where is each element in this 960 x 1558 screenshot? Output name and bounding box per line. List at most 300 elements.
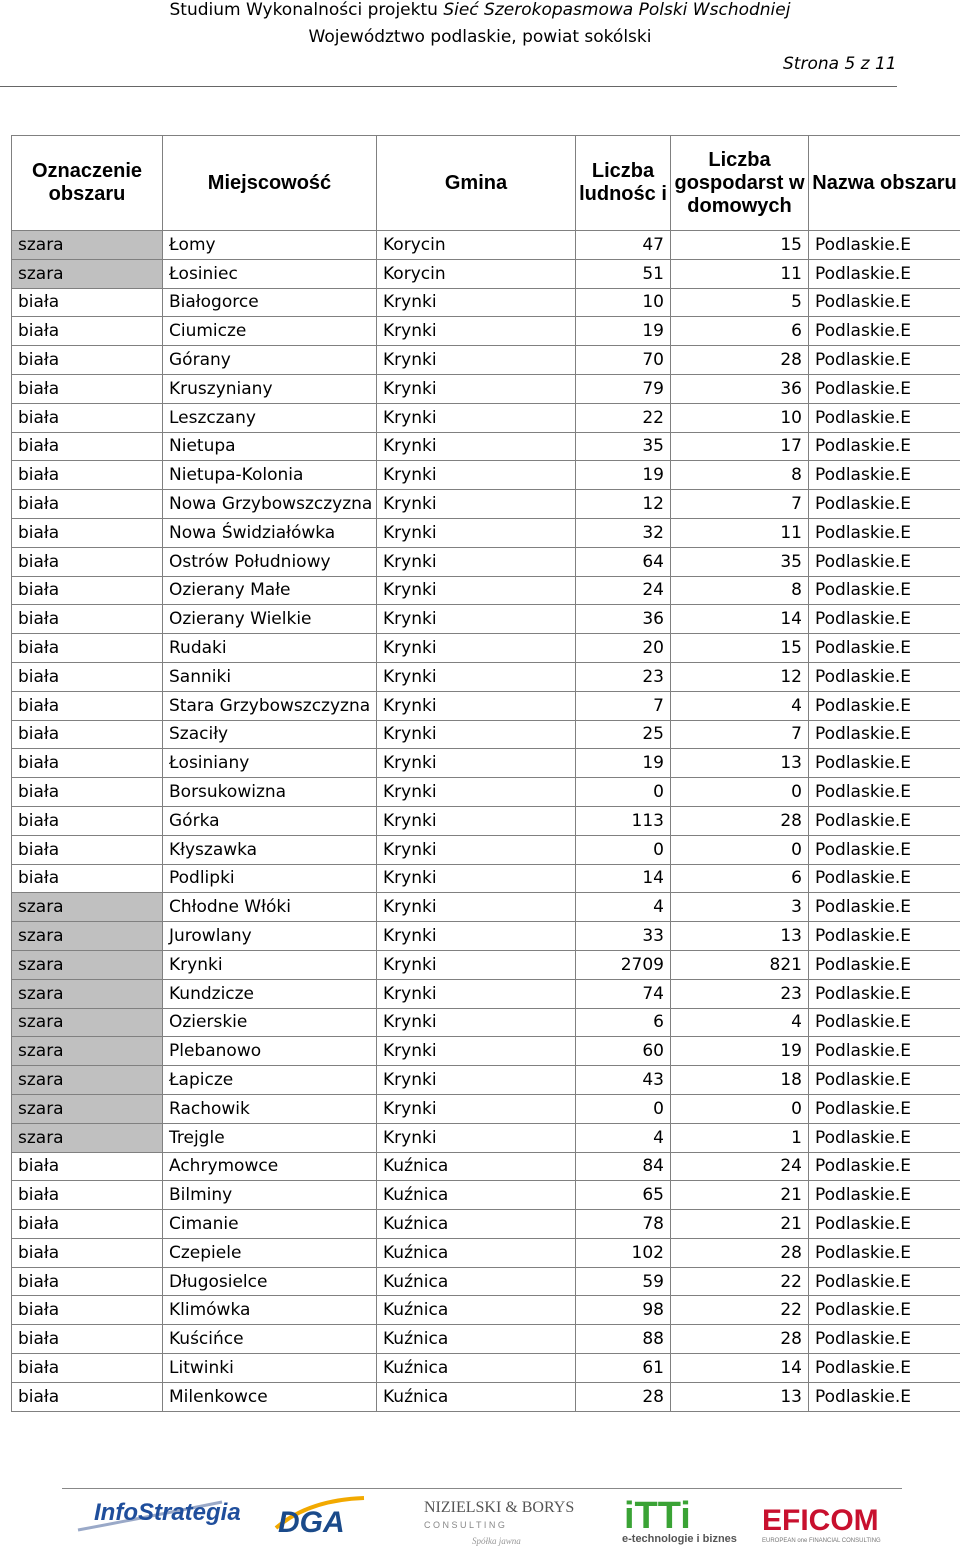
column-header: Miejscowość xyxy=(163,136,377,231)
population-cell: 61 xyxy=(576,1354,671,1383)
population-cell: 0 xyxy=(576,778,671,807)
commune-cell: Krynki xyxy=(377,893,576,922)
population-cell: 33 xyxy=(576,922,671,951)
locality-cell: Ozierany Małe xyxy=(163,576,377,605)
commune-cell: Krynki xyxy=(377,403,576,432)
table-row xyxy=(12,893,960,922)
area-name-cell: Podlaskie.E xyxy=(809,1066,960,1095)
area-type-cell: szara xyxy=(12,950,163,979)
table-row xyxy=(12,1181,960,1210)
table-row xyxy=(12,432,960,461)
commune-cell: Krynki xyxy=(377,634,576,663)
commune-cell: Krynki xyxy=(377,288,576,317)
table-row xyxy=(12,317,960,346)
area-name-cell: Podlaskie.E xyxy=(809,749,960,778)
area-type-cell: biała xyxy=(12,749,163,778)
consulting-text: C O N S U L T I N G xyxy=(424,1520,505,1530)
area-type-cell: biała xyxy=(12,1267,163,1296)
area-type-cell: szara xyxy=(12,1123,163,1152)
area-name-cell: Podlaskie.E xyxy=(809,317,960,346)
area-type-cell: biała xyxy=(12,461,163,490)
commune-cell: Krynki xyxy=(377,461,576,490)
eficom-subtitle: EUROPEAN one FINANCIAL CONSULTING xyxy=(762,1538,881,1544)
households-cell: 28 xyxy=(671,806,809,835)
households-cell: 4 xyxy=(671,1008,809,1037)
area-type-cell: biała xyxy=(12,1382,163,1411)
header-prefix: Studium Wykonalności projektu xyxy=(169,0,444,20)
locality-cell: Litwinki xyxy=(163,1354,377,1383)
commune-cell: Krynki xyxy=(377,374,576,403)
column-header: Gmina xyxy=(377,136,576,231)
nizielski-borys-logo xyxy=(418,1494,578,1549)
locality-cell: Leszczany xyxy=(163,403,377,432)
locality-cell: Podlipki xyxy=(163,864,377,893)
locality-cell: Łosiniany xyxy=(163,749,377,778)
area-name-cell: Podlaskie.E xyxy=(809,1354,960,1383)
population-cell: 22 xyxy=(576,403,671,432)
households-cell: 13 xyxy=(671,1382,809,1411)
table-row xyxy=(12,720,960,749)
area-type-cell: biała xyxy=(12,518,163,547)
commune-cell: Korycin xyxy=(377,231,576,260)
area-type-cell: szara xyxy=(12,1066,163,1095)
commune-cell: Krynki xyxy=(377,749,576,778)
area-type-cell: szara xyxy=(12,1094,163,1123)
commune-cell: Kuźnica xyxy=(377,1210,576,1239)
table-row xyxy=(12,749,960,778)
table-row xyxy=(12,605,960,634)
population-cell: 59 xyxy=(576,1267,671,1296)
population-cell: 64 xyxy=(576,547,671,576)
area-name-cell: Podlaskie.E xyxy=(809,259,960,288)
households-cell: 28 xyxy=(671,346,809,375)
population-cell: 6 xyxy=(576,1008,671,1037)
area-name-cell: Podlaskie.E xyxy=(809,231,960,260)
population-cell: 60 xyxy=(576,1037,671,1066)
area-name-cell: Podlaskie.E xyxy=(809,864,960,893)
households-cell: 28 xyxy=(671,1238,809,1267)
table-row xyxy=(12,979,960,1008)
population-cell: 0 xyxy=(576,835,671,864)
population-cell: 65 xyxy=(576,1181,671,1210)
commune-cell: Kuźnica xyxy=(377,1296,576,1325)
commune-cell: Krynki xyxy=(377,691,576,720)
area-name-cell: Podlaskie.E xyxy=(809,288,960,317)
households-cell: 4 xyxy=(671,691,809,720)
locality-cell: Szaciły xyxy=(163,720,377,749)
table-header-row xyxy=(12,136,960,231)
commune-cell: Krynki xyxy=(377,1094,576,1123)
table-row xyxy=(12,490,960,519)
commune-cell: Krynki xyxy=(377,1008,576,1037)
dga-logo xyxy=(268,1488,368,1543)
population-cell: 4 xyxy=(576,893,671,922)
area-type-cell: biała xyxy=(12,605,163,634)
localities-table xyxy=(11,135,960,1412)
area-type-cell: biała xyxy=(12,662,163,691)
commune-cell: Krynki xyxy=(377,1037,576,1066)
area-name-cell: Podlaskie.E xyxy=(809,346,960,375)
households-cell: 12 xyxy=(671,662,809,691)
population-cell: 24 xyxy=(576,576,671,605)
area-name-cell: Podlaskie.E xyxy=(809,1094,960,1123)
table-row xyxy=(12,1094,960,1123)
area-type-cell: szara xyxy=(12,1037,163,1066)
area-name-cell: Podlaskie.E xyxy=(809,605,960,634)
commune-cell: Kuźnica xyxy=(377,1152,576,1181)
commune-cell: Kuźnica xyxy=(377,1181,576,1210)
locality-cell: Plebanowo xyxy=(163,1037,377,1066)
locality-cell: Chłodne Włóki xyxy=(163,893,377,922)
commune-cell: Krynki xyxy=(377,547,576,576)
area-type-cell: biała xyxy=(12,346,163,375)
households-cell: 7 xyxy=(671,490,809,519)
area-name-cell: Podlaskie.E xyxy=(809,806,960,835)
households-cell: 11 xyxy=(671,518,809,547)
population-cell: 4 xyxy=(576,1123,671,1152)
area-name-cell: Podlaskie.E xyxy=(809,518,960,547)
households-cell: 28 xyxy=(671,1325,809,1354)
households-cell: 6 xyxy=(671,317,809,346)
area-name-cell: Podlaskie.E xyxy=(809,1152,960,1181)
itti-subtitle: e-technologie i biznes xyxy=(622,1533,737,1545)
population-cell: 10 xyxy=(576,288,671,317)
commune-cell: Krynki xyxy=(377,835,576,864)
area-type-cell: biała xyxy=(12,1152,163,1181)
population-cell: 79 xyxy=(576,374,671,403)
nizielski-text: NIZIELSKI & BORYS xyxy=(424,1499,575,1516)
commune-cell: Kuźnica xyxy=(377,1267,576,1296)
households-cell: 21 xyxy=(671,1181,809,1210)
households-cell: 15 xyxy=(671,634,809,663)
locality-cell: Bilminy xyxy=(163,1181,377,1210)
area-type-cell: biała xyxy=(12,374,163,403)
population-cell: 35 xyxy=(576,432,671,461)
commune-cell: Krynki xyxy=(377,922,576,951)
area-type-cell: biała xyxy=(12,806,163,835)
locality-cell: Jurowlany xyxy=(163,922,377,951)
area-name-cell: Podlaskie.E xyxy=(809,778,960,807)
households-cell: 13 xyxy=(671,922,809,951)
commune-cell: Kuźnica xyxy=(377,1238,576,1267)
households-cell: 14 xyxy=(671,1354,809,1383)
commune-cell: Krynki xyxy=(377,490,576,519)
eficom-text: EFICOM xyxy=(762,1504,879,1537)
commune-cell: Korycin xyxy=(377,259,576,288)
area-type-cell: biała xyxy=(12,432,163,461)
area-name-cell: Podlaskie.E xyxy=(809,1008,960,1037)
eficom-logo xyxy=(758,1496,898,1548)
table-row xyxy=(12,1066,960,1095)
table-row xyxy=(12,1008,960,1037)
population-cell: 25 xyxy=(576,720,671,749)
commune-cell: Krynki xyxy=(377,518,576,547)
population-cell: 36 xyxy=(576,605,671,634)
households-cell: 7 xyxy=(671,720,809,749)
area-name-cell: Podlaskie.E xyxy=(809,691,960,720)
households-cell: 11 xyxy=(671,259,809,288)
households-cell: 17 xyxy=(671,432,809,461)
area-name-cell: Podlaskie.E xyxy=(809,720,960,749)
households-cell: 8 xyxy=(671,576,809,605)
households-cell: 18 xyxy=(671,1066,809,1095)
locality-cell: Białogorce xyxy=(163,288,377,317)
table-row xyxy=(12,1325,960,1354)
commune-cell: Krynki xyxy=(377,605,576,634)
area-name-cell: Podlaskie.E xyxy=(809,835,960,864)
dga-text: DGA xyxy=(278,1506,345,1539)
households-cell: 1 xyxy=(671,1123,809,1152)
table-row xyxy=(12,518,960,547)
commune-cell: Krynki xyxy=(377,778,576,807)
locality-cell: Sanniki xyxy=(163,662,377,691)
locality-cell: Ciumicze xyxy=(163,317,377,346)
area-name-cell: Podlaskie.E xyxy=(809,576,960,605)
locality-cell: Ostrów Południowy xyxy=(163,547,377,576)
population-cell: 12 xyxy=(576,490,671,519)
area-name-cell: Podlaskie.E xyxy=(809,634,960,663)
population-cell: 51 xyxy=(576,259,671,288)
commune-cell: Kuźnica xyxy=(377,1382,576,1411)
locality-cell: Rudaki xyxy=(163,634,377,663)
households-cell: 0 xyxy=(671,778,809,807)
locality-cell: Stara Grzybowszczyzna xyxy=(163,691,377,720)
header-divider xyxy=(0,86,897,87)
area-name-cell: Podlaskie.E xyxy=(809,490,960,519)
population-cell: 28 xyxy=(576,1382,671,1411)
households-cell: 22 xyxy=(671,1296,809,1325)
table-row xyxy=(12,403,960,432)
table-row xyxy=(12,1123,960,1152)
locality-cell: Łosiniec xyxy=(163,259,377,288)
area-type-cell: biała xyxy=(12,576,163,605)
locality-cell: Trejgle xyxy=(163,1123,377,1152)
table-row xyxy=(12,1238,960,1267)
table-row xyxy=(12,864,960,893)
population-cell: 19 xyxy=(576,317,671,346)
locality-cell: Kuścińce xyxy=(163,1325,377,1354)
households-cell: 23 xyxy=(671,979,809,1008)
households-cell: 15 xyxy=(671,231,809,260)
locality-cell: Klimówka xyxy=(163,1296,377,1325)
households-cell: 10 xyxy=(671,403,809,432)
area-name-cell: Podlaskie.E xyxy=(809,547,960,576)
area-type-cell: biała xyxy=(12,1210,163,1239)
area-type-cell: biała xyxy=(12,634,163,663)
spolka-text: Spółka jawna xyxy=(472,1536,521,1546)
table-row xyxy=(12,346,960,375)
households-cell: 36 xyxy=(671,374,809,403)
households-cell: 0 xyxy=(671,835,809,864)
itti-text: iTTi xyxy=(624,1495,691,1537)
locality-cell: Nietupa xyxy=(163,432,377,461)
locality-cell: Kłyszawka xyxy=(163,835,377,864)
households-cell: 8 xyxy=(671,461,809,490)
commune-cell: Krynki xyxy=(377,432,576,461)
locality-cell: Krynki xyxy=(163,950,377,979)
area-type-cell: szara xyxy=(12,231,163,260)
table-row xyxy=(12,1152,960,1181)
column-header: Nazwa obszaru xyxy=(809,136,960,231)
commune-cell: Krynki xyxy=(377,1123,576,1152)
area-type-cell: szara xyxy=(12,979,163,1008)
area-type-cell: biała xyxy=(12,691,163,720)
area-type-cell: szara xyxy=(12,259,163,288)
population-cell: 23 xyxy=(576,662,671,691)
area-name-cell: Podlaskie.E xyxy=(809,461,960,490)
column-header: Liczba gospodarst w domowych xyxy=(671,136,809,231)
population-cell: 88 xyxy=(576,1325,671,1354)
locality-cell: Łomy xyxy=(163,231,377,260)
commune-cell: Krynki xyxy=(377,950,576,979)
households-cell: 14 xyxy=(671,605,809,634)
area-name-cell: Podlaskie.E xyxy=(809,1296,960,1325)
table-row xyxy=(12,950,960,979)
table-row xyxy=(12,288,960,317)
households-cell: 3 xyxy=(671,893,809,922)
locality-cell: Łapicze xyxy=(163,1066,377,1095)
locality-cell: Kundzicze xyxy=(163,979,377,1008)
commune-cell: Krynki xyxy=(377,720,576,749)
area-type-cell: biała xyxy=(12,547,163,576)
table-row xyxy=(12,1296,960,1325)
area-name-cell: Podlaskie.E xyxy=(809,979,960,1008)
locality-cell: Ozierskie xyxy=(163,1008,377,1037)
locality-cell: Nowa Grzybowszczyzna xyxy=(163,490,377,519)
population-cell: 47 xyxy=(576,231,671,260)
table-row xyxy=(12,634,960,663)
area-name-cell: Podlaskie.E xyxy=(809,950,960,979)
area-name-cell: Podlaskie.E xyxy=(809,922,960,951)
commune-cell: Krynki xyxy=(377,317,576,346)
locality-cell: Górany xyxy=(163,346,377,375)
area-type-cell: biała xyxy=(12,720,163,749)
population-cell: 19 xyxy=(576,461,671,490)
locality-cell: Cimanie xyxy=(163,1210,377,1239)
population-cell: 20 xyxy=(576,634,671,663)
table-row xyxy=(12,1037,960,1066)
area-name-cell: Podlaskie.E xyxy=(809,1325,960,1354)
table-row xyxy=(12,806,960,835)
area-type-cell: biała xyxy=(12,490,163,519)
population-cell: 113 xyxy=(576,806,671,835)
document-header-region: Województwo podlaskie, powiat sokólski xyxy=(308,27,652,47)
locality-cell: Kruszyniany xyxy=(163,374,377,403)
households-cell: 0 xyxy=(671,1094,809,1123)
population-cell: 74 xyxy=(576,979,671,1008)
area-type-cell: biała xyxy=(12,1296,163,1325)
population-cell: 102 xyxy=(576,1238,671,1267)
table-row xyxy=(12,231,960,260)
area-name-cell: Podlaskie.E xyxy=(809,374,960,403)
locality-cell: Borsukowizna xyxy=(163,778,377,807)
locality-cell: Nietupa-Kolonia xyxy=(163,461,377,490)
households-cell: 24 xyxy=(671,1152,809,1181)
area-type-cell: biała xyxy=(12,1181,163,1210)
population-cell: 43 xyxy=(576,1066,671,1095)
commune-cell: Kuźnica xyxy=(377,1325,576,1354)
population-cell: 14 xyxy=(576,864,671,893)
table-row xyxy=(12,547,960,576)
locality-cell: Górka xyxy=(163,806,377,835)
table-row xyxy=(12,691,960,720)
area-name-cell: Podlaskie.E xyxy=(809,662,960,691)
area-name-cell: Podlaskie.E xyxy=(809,1210,960,1239)
area-type-cell: biała xyxy=(12,864,163,893)
population-cell: 32 xyxy=(576,518,671,547)
commune-cell: Krynki xyxy=(377,864,576,893)
table-row xyxy=(12,374,960,403)
households-cell: 13 xyxy=(671,749,809,778)
population-cell: 70 xyxy=(576,346,671,375)
population-cell: 78 xyxy=(576,1210,671,1239)
area-name-cell: Podlaskie.E xyxy=(809,403,960,432)
area-type-cell: biała xyxy=(12,317,163,346)
households-cell: 35 xyxy=(671,547,809,576)
households-cell: 6 xyxy=(671,864,809,893)
population-cell: 0 xyxy=(576,1094,671,1123)
area-type-cell: biała xyxy=(12,288,163,317)
footer-divider xyxy=(62,1488,902,1489)
commune-cell: Kuźnica xyxy=(377,1354,576,1383)
locality-cell: Długosielce xyxy=(163,1267,377,1296)
header-project-name: Sieć Szerokopasmowa Polski Wschodniej xyxy=(443,0,791,20)
area-name-cell: Podlaskie.E xyxy=(809,1267,960,1296)
commune-cell: Krynki xyxy=(377,346,576,375)
table-row xyxy=(12,259,960,288)
locality-cell: Milenkowce xyxy=(163,1382,377,1411)
locality-cell: Achrymowce xyxy=(163,1152,377,1181)
commune-cell: Krynki xyxy=(377,662,576,691)
infostrategia-text: InfoStrategia xyxy=(94,1499,241,1526)
area-type-cell: biała xyxy=(12,835,163,864)
locality-cell: Rachowik xyxy=(163,1094,377,1123)
locality-cell: Nowa Świdziałówka xyxy=(163,518,377,547)
commune-cell: Krynki xyxy=(377,576,576,605)
households-cell: 5 xyxy=(671,288,809,317)
area-name-cell: Podlaskie.E xyxy=(809,893,960,922)
area-type-cell: biała xyxy=(12,1238,163,1267)
column-header: Oznaczenie obszaru xyxy=(12,136,163,231)
households-cell: 22 xyxy=(671,1267,809,1296)
area-type-cell: biała xyxy=(12,1354,163,1383)
area-name-cell: Podlaskie.E xyxy=(809,432,960,461)
area-name-cell: Podlaskie.E xyxy=(809,1123,960,1152)
area-type-cell: szara xyxy=(12,922,163,951)
document-header-title xyxy=(0,0,960,20)
table-row xyxy=(12,1382,960,1411)
table-row xyxy=(12,835,960,864)
area-name-cell: Podlaskie.E xyxy=(809,1037,960,1066)
column-header: Liczba ludnośc i xyxy=(576,136,671,231)
population-cell: 2709 xyxy=(576,950,671,979)
page-number: Strona 5 z 11 xyxy=(783,54,897,74)
area-type-cell: szara xyxy=(12,1008,163,1037)
households-cell: 21 xyxy=(671,1210,809,1239)
households-cell: 19 xyxy=(671,1037,809,1066)
commune-cell: Krynki xyxy=(377,1066,576,1095)
table-row xyxy=(12,778,960,807)
table-row xyxy=(12,461,960,490)
population-cell: 84 xyxy=(576,1152,671,1181)
area-type-cell: biała xyxy=(12,778,163,807)
population-cell: 98 xyxy=(576,1296,671,1325)
population-cell: 7 xyxy=(576,691,671,720)
area-name-cell: Podlaskie.E xyxy=(809,1181,960,1210)
table-row xyxy=(12,1354,960,1383)
itti-logo xyxy=(618,1490,738,1548)
table-row xyxy=(12,1267,960,1296)
